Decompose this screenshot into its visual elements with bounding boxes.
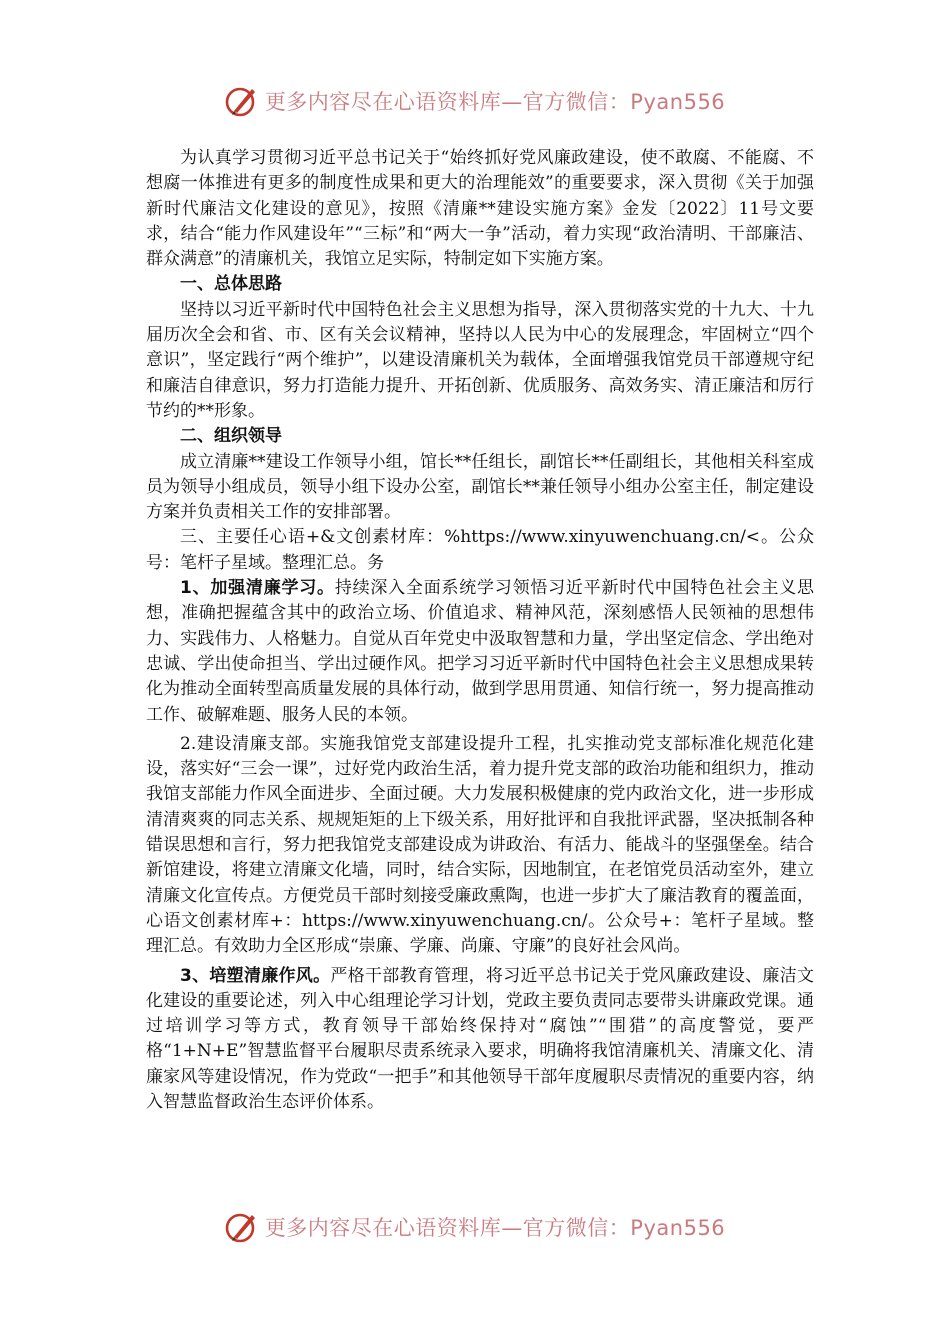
item-3-paragraph bbox=[146, 964, 814, 1116]
section-1-paragraph: 坚持以习近平新时代中国特色社会主义思想为指导，深入贯彻落实党的十九大、十九届历次全会和省、市、区有关会议精神，坚持以人民为中心的发展理念，牢固树立“四个意识”，坚定践行“两个维护”，以建设清廉机关为载体，全面增强我馆党员干部遵规守纪和廉洁自律意识，努力打造能力提升、开拓创新、优质服务、高效务实、清正廉洁和厉行节约的**形象。 bbox=[146, 299, 814, 421]
item-3-text: 严格干部教育管理，将习近平总书记关于党风廉政建设、廉洁文化建设的重要论述，列入中心组理论学习计划，党政主要负责同志要带头讲廉政党课。通过培训学习等方式，教育领导干部始终保持对“腐蚀”“围猎”的高度警觉，要严格“1+N+E”智慧监督平台履职尽责系统录入要求，明确将我馆清廉机关、清廉文化、清廉家风等建设情况，作为党政“一把手”和其他领导干部年度履职尽责情况的重要内容，纳入智慧监督政治生态评价体系。 bbox=[146, 965, 814, 1112]
document-body bbox=[146, 146, 814, 1115]
section-heading-2: 二、组织领导 bbox=[180, 426, 282, 447]
item-1-paragraph bbox=[146, 576, 814, 728]
item-2-paragraph: 2.建设清廉支部。实施我馆党支部建设提升工程，扎实推动党支部标准化规范化建设，落实好“三会一课”，过好党内政治生活，着力提升党支部的政治功能和组织力，推动我馆支部能力作风全面进步、全面过硬。大力发展积极健康的党内政治文化，进一步形成清清爽爽的同志关系、规规矩矩的上下级关系，用好批评和自我批评武器，坚决抵制各种错误思想和言行，努力把我馆党支部建设成为讲政治、有活力、能战斗的坚强堡垒。结合新馆建设，将建立清廉文化墙，同时，结合实际，因地制宜，在老馆党员活动室外，建立清廉文化宣传点。方便党员干部时刻接受廉政熏陶，也进一步扩大了廉洁教育的覆盖面，心语文创素材库+：https://www.xinyuwenchuang.cn/。公众号+：笔杆子星域。整理汇总。有效助力全区形成“崇廉、学廉、尚廉、守廉”的良好社会风尚。 bbox=[146, 733, 814, 957]
section-2-paragraph: 成立清廉**建设工作领导小组，馆长**任组长，副馆长**任副组长，其他相关科室成员为领导小组成员，领导小组下设办公室，副馆长**兼任领导小组办公室主任，制定建设方案并负责相关工作的安排部署。 bbox=[146, 451, 814, 523]
pen-logo-icon bbox=[225, 1210, 259, 1244]
header-watermark bbox=[0, 84, 950, 118]
footer-watermark-text: 更多内容尽在心语资料库—官方微信：Pyan556 bbox=[264, 1216, 726, 1240]
item-1-title: 1、加强清廉学习。 bbox=[180, 578, 335, 599]
item-1-text: 持续深入全面系统学习领悟习近平新时代中国特色社会主义思想，准确把握蕴含其中的政治立场、价值追求、精神风范，深刻感悟人民领袖的思想伟力、实践伟力、人格魅力。自觉从百年党史中汲取智慧和力量，学出坚定信念、学出绝对忠诚、学出使命担当、学出过硬作风。把学习习近平新时代中国特色社会主义思想成果转化为推动全面转型高质量发展的具体行动，做到学思用贯通、知信行统一，努力提高推动工作、破解难题、服务人民的本领。 bbox=[146, 578, 814, 725]
item-3-title: 3、培塑清廉作风。 bbox=[180, 965, 331, 986]
section-3-heading-line: 三、主要任心语+&文创素材库：%https://www.xinyuwenchuang.cn/<。公众号：笔杆子星域。整理汇总。务 bbox=[146, 527, 814, 573]
intro-paragraph: 为认真学习贯彻习近平总书记关于“始终抓好党风廉政建设，使不敢腐、不能腐、不想腐一体推进有更多的制度性成果和更大的治理能效”的重要要求，深入贯彻《关于加强新时代廉洁文化建设的意见》，按照《清廉**建设实施方案》金发〔2022〕11号文要求，结合“能力作风建设年”“三标”和“两大一争”活动，着力实现“政治清明、干部廉洁、群众满意”的清廉机关，我馆立足实际，特制定如下实施方案。 bbox=[146, 148, 814, 270]
section-heading-1: 一、总体思路 bbox=[180, 274, 282, 295]
pen-logo-icon bbox=[225, 84, 259, 118]
header-watermark-text: 更多内容尽在心语资料库—官方微信：Pyan556 bbox=[264, 90, 726, 114]
footer-watermark bbox=[0, 1210, 950, 1244]
